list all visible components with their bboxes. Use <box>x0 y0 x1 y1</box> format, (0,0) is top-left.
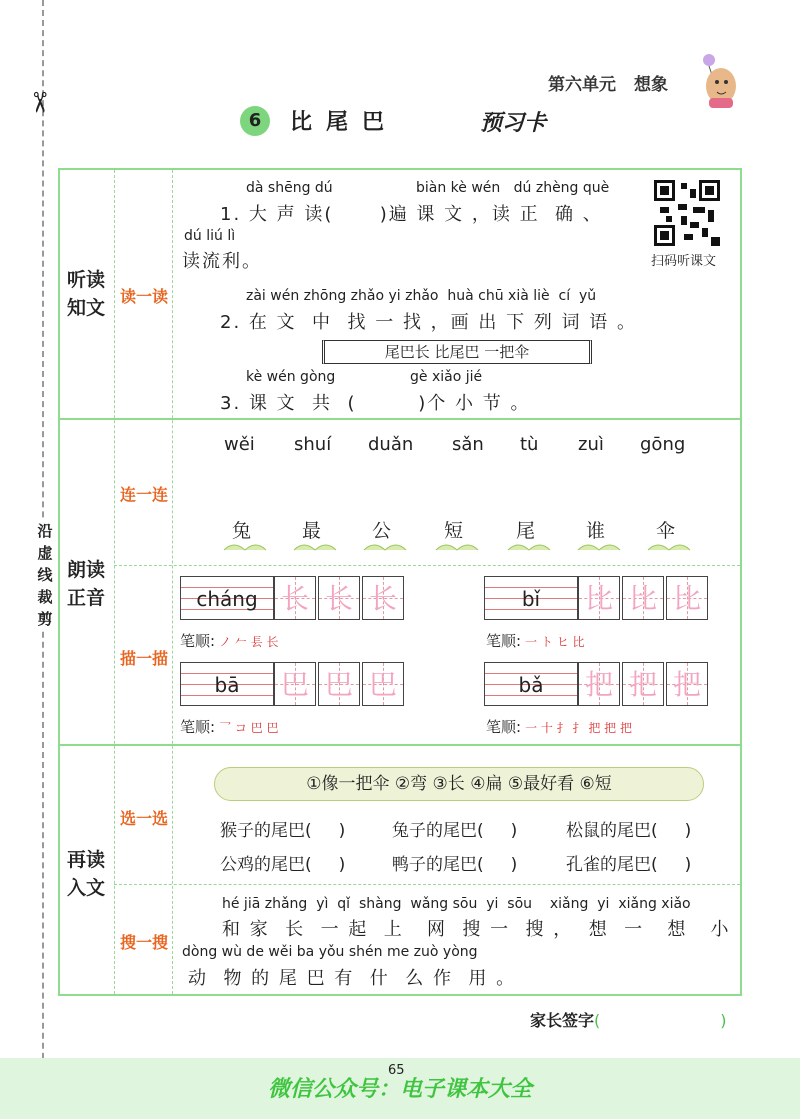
match-pinyin[interactable]: gōng <box>640 434 686 455</box>
leaf-icon <box>434 540 480 552</box>
pinyin-lines: bǐ <box>484 576 578 620</box>
sub-label-choose: 选一选 <box>119 809 168 828</box>
search-line-2: 动 物 的 尾 巴 有 什 么 作 用 。 <box>188 968 517 989</box>
tracing-box[interactable]: 比 <box>622 576 664 620</box>
lesson-title: 比尾巴 <box>290 110 399 135</box>
cut-instruction: 沿虚线裁剪 <box>37 522 53 628</box>
stroke-order: 笔顺: 一 ト ヒ 比 <box>486 632 585 650</box>
section-label-read-aloud: 朗读 正音 <box>66 559 105 609</box>
tracing-box[interactable]: 长 <box>362 576 404 620</box>
unit-heading: 第六单元 想象 <box>548 75 668 95</box>
tracing-box[interactable]: 把 <box>622 662 664 706</box>
choice-item[interactable]: 孔雀的尾巴( ) <box>566 855 692 875</box>
tracing-box[interactable]: 巴 <box>274 662 316 706</box>
match-char[interactable]: 伞 <box>656 520 676 542</box>
section-label-reread: 再读 入文 <box>66 849 105 899</box>
match-pinyin[interactable]: duǎn <box>368 434 414 455</box>
choice-item[interactable]: 兔子的尾巴( ) <box>392 821 518 841</box>
sub-label-search: 搜一搜 <box>119 933 168 952</box>
qr-code-icon[interactable] <box>654 180 720 246</box>
match-char[interactable]: 兔 <box>232 520 252 542</box>
mascot-icon <box>695 52 741 110</box>
stroke-order: 笔顺: ノ 𠂉 ⻒ 长 <box>180 632 279 650</box>
tracing-box[interactable]: 把 <box>578 662 620 706</box>
tracing-box[interactable]: 长 <box>318 576 360 620</box>
leaf-icon <box>646 540 692 552</box>
tracing-box[interactable]: 巴 <box>362 662 404 706</box>
pinyin: kè wén gòng <box>246 369 336 385</box>
leaf-icon <box>362 540 408 552</box>
question-1-cont: 读流利。 <box>182 251 262 272</box>
pinyin-lines: bǎ <box>484 662 578 706</box>
sub-divider <box>114 565 740 566</box>
choice-item[interactable]: 鸭子的尾巴( ) <box>392 855 518 875</box>
scissors-icon: ✂ <box>23 90 57 115</box>
stroke-order: 笔顺: 一 十 扌 扌 把 把 把 <box>486 718 632 736</box>
match-char[interactable]: 公 <box>372 520 392 542</box>
pinyin: dòng wù de wěi ba yǒu shén me zuò yòng <box>182 944 478 960</box>
sub-label-read: 读一读 <box>119 287 168 306</box>
match-char[interactable]: 尾 <box>516 520 536 542</box>
choice-item[interactable]: 公鸡的尾巴( ) <box>220 855 346 875</box>
search-line-1: 和 家 长 一 起 上 网 搜 一 搜 ， 想 一 想 小 <box>222 919 731 940</box>
stroke-order: 笔顺: 乛 コ 巴 巴 <box>180 718 279 736</box>
sub-label-trace: 描一描 <box>119 649 168 668</box>
tracing-box[interactable]: 巴 <box>318 662 360 706</box>
leaf-icon <box>506 540 552 552</box>
word-box: 尾巴长 比尾巴 一把伞 <box>322 340 592 364</box>
match-pinyin[interactable]: zuì <box>578 434 604 455</box>
match-char[interactable]: 谁 <box>586 520 606 542</box>
leaf-icon <box>292 540 338 552</box>
match-pinyin[interactable]: wěi <box>224 434 255 455</box>
pinyin: biàn kè wén dú zhèng què <box>416 180 610 196</box>
question-3: 3. 课 文 共 ( )个 小 节 。 <box>220 393 531 414</box>
tracing-box[interactable]: 长 <box>274 576 316 620</box>
pinyin: hé jiā zhǎng yì qǐ shàng wǎng sōu yi sōu xiǎng yi xiǎng xiǎo <box>222 896 691 912</box>
wechat-watermark: 微信公众号：电子课本大全 <box>268 1077 533 1102</box>
section-divider <box>60 418 740 420</box>
match-pinyin[interactable]: sǎn <box>452 434 484 455</box>
match-pinyin[interactable]: tù <box>520 434 539 455</box>
question-2: 2. 在 文 中 找 一 找 ，画 出 下 列 词 语 。 <box>220 312 637 333</box>
pinyin: zài wén zhōng zhǎo yi zhǎo huà chū xià liè cí yǔ <box>246 288 597 304</box>
page-number: 65 <box>388 1063 405 1078</box>
card-title: 预习卡 <box>480 111 547 136</box>
match-pinyin[interactable]: shuí <box>294 434 332 455</box>
tracing-box[interactable]: 比 <box>666 576 708 620</box>
choice-item[interactable]: 猴子的尾巴( ) <box>220 821 346 841</box>
lesson-number: 6 <box>240 106 270 136</box>
parent-signature[interactable]: 家长签字( ) <box>530 1011 727 1030</box>
match-char[interactable]: 最 <box>302 520 322 542</box>
pinyin: dú liú lì <box>184 228 236 244</box>
section-label-listen: 听读 知文 <box>66 269 105 319</box>
sub-divider <box>114 884 740 885</box>
leaf-icon <box>576 540 622 552</box>
qr-caption: 扫码听课文 <box>651 254 717 269</box>
question-1: 1. 大 声 读( )遍 课 文 ，读 正 确 、 <box>220 204 603 225</box>
sub-label-match: 连一连 <box>119 485 168 504</box>
options-bar: ①像一把伞 ②弯 ③长 ④扁 ⑤最好看 ⑥短 <box>214 767 704 801</box>
pinyin-lines: bā <box>180 662 274 706</box>
choice-item[interactable]: 松鼠的尾巴( ) <box>566 821 692 841</box>
pinyin-lines: cháng <box>180 576 274 620</box>
leaf-icon <box>222 540 268 552</box>
match-char[interactable]: 短 <box>444 520 464 542</box>
pinyin: gè xiǎo jié <box>410 369 483 385</box>
tracing-box[interactable]: 比 <box>578 576 620 620</box>
section-divider <box>60 744 740 746</box>
pinyin: dà shēng dú <box>246 180 333 196</box>
tracing-box[interactable]: 把 <box>666 662 708 706</box>
